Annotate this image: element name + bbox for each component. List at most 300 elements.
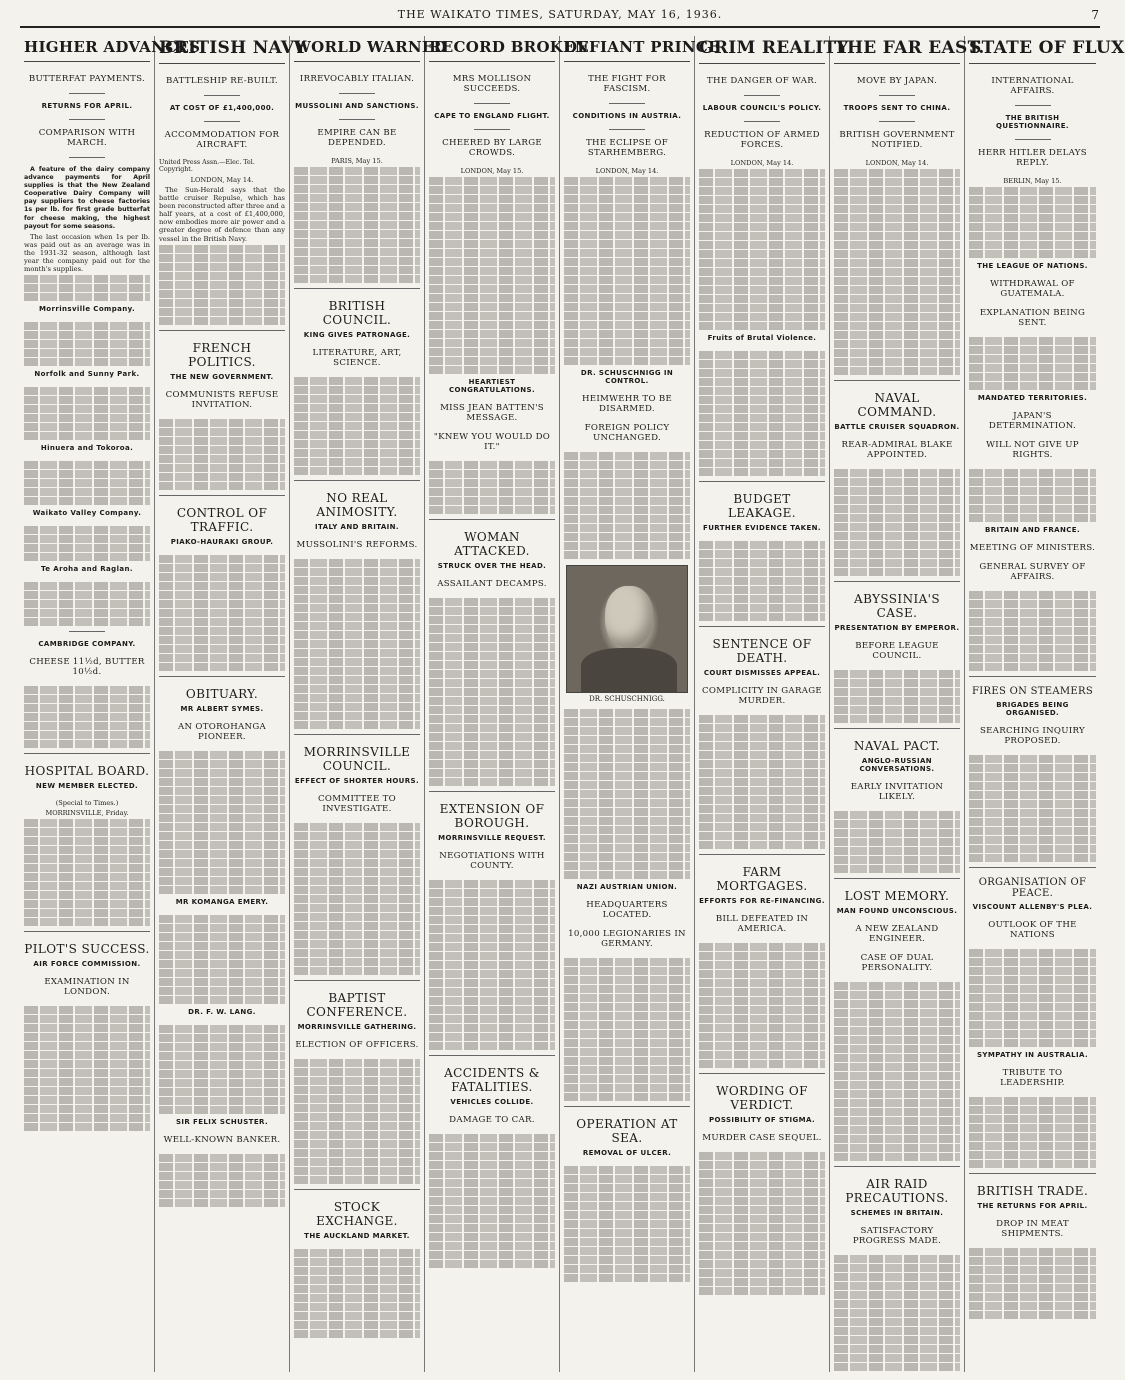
- subhead: SEARCHING INQUIRY PROPOSED.: [980, 726, 1085, 746]
- body-text-line: [429, 724, 555, 732]
- body-text-line: [429, 240, 555, 248]
- section-heading: HOSPITAL BOARD.: [24, 764, 150, 779]
- body-text-line: [429, 1206, 555, 1214]
- body-text-line: [699, 441, 825, 449]
- body-text-line: [564, 551, 690, 559]
- body-text-line: [834, 1126, 960, 1134]
- body-text-line: [24, 686, 150, 694]
- body-text-line: [159, 987, 285, 995]
- body-text-line: [429, 943, 555, 951]
- column-3: [290, 36, 447, 1372]
- body-text-line: [24, 358, 150, 366]
- body-text-line: [834, 1309, 960, 1317]
- subhead: AIR FORCE COMMISSION.: [33, 960, 141, 969]
- body-text-line: [969, 818, 1096, 826]
- rule: [834, 380, 960, 381]
- subhead: JAPAN'S DETERMINATION.: [988, 411, 1077, 431]
- body-text-line: [159, 272, 285, 280]
- body-text-line: [834, 670, 960, 678]
- body-text-line: [159, 915, 285, 923]
- body-text-line: [294, 275, 420, 283]
- body-text-line: [294, 694, 420, 702]
- subhead: CHEERED BY LARGE CROWDS.: [442, 138, 542, 158]
- body-text-line: [564, 240, 690, 248]
- body-text-line: [969, 609, 1096, 617]
- body-text-line: [564, 817, 690, 825]
- body-text-line: [834, 1336, 960, 1344]
- body-text-line: [969, 1275, 1096, 1283]
- body-text-line: [834, 295, 960, 303]
- body-text-line: [834, 697, 960, 705]
- body-text-line: [159, 951, 285, 959]
- body-text-line: [24, 828, 150, 836]
- section-heading: NAVAL COMMAND.: [857, 391, 937, 419]
- body-text-line: [699, 1242, 825, 1250]
- body-text-line: [294, 1249, 420, 1257]
- body-text-line: [699, 169, 825, 177]
- body-text-line: [834, 514, 960, 522]
- body-text-line: [834, 679, 960, 687]
- dateline: PARIS, May 15.: [331, 157, 383, 165]
- body-text-line: [429, 1024, 555, 1032]
- body-text-line: [969, 958, 1096, 966]
- body-text-line: [159, 933, 285, 941]
- body-text-line: [564, 1084, 690, 1092]
- body-text-line: [834, 1144, 960, 1152]
- subhead: VEHICLES COLLIDE.: [450, 1098, 534, 1106]
- subhead: COMMITTEE TO INVESTIGATE.: [318, 794, 396, 814]
- body-text-line: [429, 213, 555, 221]
- body-text-line: [699, 742, 825, 750]
- body-text-line: [24, 322, 150, 330]
- body-text-line: [834, 1036, 960, 1044]
- body-text-line: [564, 853, 690, 861]
- subhead: EFFECT OF SHORTER HOURS.: [294, 777, 420, 785]
- body-text-line: [294, 1068, 420, 1076]
- body-text-line: [429, 706, 555, 714]
- subhead: A NEW ZEALAND ENGINEER.: [855, 924, 939, 944]
- body-text-line: [159, 832, 285, 840]
- body-text-line: [159, 254, 285, 262]
- body-text-line: [834, 1054, 960, 1062]
- rule: [879, 121, 915, 122]
- body-text-line: [159, 245, 285, 253]
- body-text-line: [294, 958, 420, 966]
- body-text-line: [24, 1060, 150, 1068]
- subhead: TRIBUTE TO LEADERSHIP.: [1000, 1068, 1065, 1088]
- body-text-line: [564, 1175, 690, 1183]
- body-text-line: [699, 1269, 825, 1277]
- body-text-line: [429, 1033, 555, 1041]
- body-text-line: [294, 1095, 420, 1103]
- body-text-line: [699, 724, 825, 732]
- body-text-line: [564, 781, 690, 789]
- body-text-line: [834, 178, 960, 186]
- subhead: KING GIVES PATRONAGE.: [303, 331, 411, 339]
- body-text-line: [834, 550, 960, 558]
- body-text-line: [969, 214, 1096, 222]
- subhead: HEARTIEST CONGRATULATIONS.: [448, 378, 536, 394]
- body-text-line: [159, 591, 285, 599]
- body-text-line: [429, 204, 555, 212]
- subhead: ELECTION OF OFFICERS.: [295, 1040, 419, 1050]
- body-text-line: [429, 997, 555, 1005]
- body-text-line: [564, 294, 690, 302]
- body-text-line: [429, 907, 555, 915]
- body-text-line: [294, 167, 420, 175]
- body-text-line: [834, 991, 960, 999]
- body-text-line: [294, 221, 420, 229]
- body-text-line: [159, 263, 285, 271]
- subhead: FURTHER EVIDENCE TAKEN.: [703, 524, 821, 532]
- body-text-line: [699, 613, 825, 621]
- body-text-line: [834, 277, 960, 285]
- subhead: MRS MOLLISON SUCCEEDS.: [452, 74, 532, 94]
- subhead: MANDATED TERRITORIES.: [977, 394, 1088, 402]
- subhead: COMPLICITY IN GARAGE MURDER.: [702, 686, 822, 706]
- body-text-line: [294, 395, 420, 403]
- body-text-line: [294, 413, 420, 421]
- body-text-line: [969, 205, 1096, 213]
- body-text-line: [699, 468, 825, 476]
- body-text-line: [699, 423, 825, 431]
- body-text-line: [159, 1181, 285, 1189]
- body-text-line: [834, 1081, 960, 1089]
- body-text-line: [429, 679, 555, 687]
- body-text-line: [429, 1215, 555, 1223]
- body-text-line: [294, 721, 420, 729]
- body-text-line: [834, 1264, 960, 1272]
- body-text-line: [294, 886, 420, 894]
- body-text-line: [429, 916, 555, 924]
- body-text-line: [429, 1134, 555, 1142]
- rule: [429, 1055, 555, 1056]
- body-text-line: [429, 970, 555, 978]
- body-text-line: [969, 1293, 1096, 1301]
- body-text-line: [834, 1273, 960, 1281]
- body-text-line: [834, 1153, 960, 1161]
- body-text-line: [969, 223, 1096, 231]
- body-text-line: [564, 321, 690, 329]
- body-text-line: [699, 1188, 825, 1196]
- body-text-line: [564, 1265, 690, 1273]
- body-text-line: [834, 1027, 960, 1035]
- rule: [69, 157, 105, 158]
- body-text-line: [429, 312, 555, 320]
- body-text-line: [159, 636, 285, 644]
- body-text-line: [969, 591, 1096, 599]
- body-text-line: [24, 909, 150, 917]
- body-text-line: [159, 760, 285, 768]
- body-text-line: [834, 478, 960, 486]
- body-text-line: [294, 877, 420, 885]
- body-text-line: [429, 652, 555, 660]
- body-text-line: [24, 1114, 150, 1122]
- subhead: EXAMINATION IN LONDON.: [44, 977, 130, 998]
- body-text-line: [834, 304, 960, 312]
- body-text-line: [429, 366, 555, 374]
- body-text-line: [564, 763, 690, 771]
- body-text-line: [429, 661, 555, 669]
- rule: [24, 931, 150, 932]
- body-text-line: [969, 645, 1096, 653]
- body-text-line: [159, 555, 285, 563]
- body-text-line: [699, 805, 825, 813]
- body-text-line: [699, 733, 825, 741]
- body-text-line: [834, 469, 960, 477]
- paragraph: The Sun-Herald says that the battle cruiser Repulse, which has been reconstructed after three and a half years, at a cost of £1,400,000, now embodies more air power and a greater degree of defence than any vessel in the British Navy.: [159, 186, 285, 243]
- body-text-line: [294, 386, 420, 394]
- body-text-line: [564, 312, 690, 320]
- body-text-line: [429, 598, 555, 606]
- body-text-line: [24, 293, 150, 301]
- body-text-line: [24, 1024, 150, 1032]
- dateline: LONDON, May 14.: [190, 176, 254, 184]
- body-text-line: [159, 960, 285, 968]
- body-text-line: [834, 241, 960, 249]
- body-text-line: [159, 1172, 285, 1180]
- body-text-line: [159, 582, 285, 590]
- body-text-line: [24, 704, 150, 712]
- subhead: COMPARISON WITH MARCH.: [38, 128, 136, 148]
- subhead: COMMUNISTS REFUSE INVITATION.: [165, 389, 279, 410]
- body-text-line: [24, 1042, 150, 1050]
- subhead: MUSSOLINI'S REFORMS.: [296, 540, 418, 550]
- body-text-line: [159, 942, 285, 950]
- body-text-line: [24, 891, 150, 899]
- body-text-line: [834, 1291, 960, 1299]
- section-heading: NAVAL PACT.: [853, 739, 941, 753]
- body-text-line: [564, 1229, 690, 1237]
- body-text-line: [969, 1160, 1096, 1168]
- body-text-line: [159, 787, 285, 795]
- body-text-line: [24, 740, 150, 748]
- body-text-line: [294, 248, 420, 256]
- body-text-line: [159, 1106, 285, 1114]
- body-text-line: [969, 1257, 1096, 1265]
- body-text-line: [969, 627, 1096, 635]
- body-text-line: [699, 841, 825, 849]
- body-text-line: [969, 1003, 1096, 1011]
- subhead: BILL DEFEATED IN AMERICA.: [715, 914, 809, 934]
- body-text-line: [429, 934, 555, 942]
- body-text-line: [564, 709, 690, 717]
- headline-5: DEFIANT PRINCE: [564, 36, 690, 62]
- body-text-line: [834, 1045, 960, 1053]
- body-text-line: [429, 249, 555, 257]
- body-text-line: [24, 882, 150, 890]
- body-text-line: [969, 809, 1096, 817]
- body-text-line: [294, 613, 420, 621]
- body-text-line: [429, 1224, 555, 1232]
- body-text-line: [564, 835, 690, 843]
- body-text-line: [159, 1034, 285, 1042]
- body-text-line: [294, 239, 420, 247]
- body-text-line: [834, 1018, 960, 1026]
- body-text-line: [834, 1255, 960, 1263]
- subhead: DR. F. W. LANG.: [188, 1007, 256, 1016]
- body-text-line: [159, 814, 285, 822]
- body-text-line: [834, 1345, 960, 1353]
- body-text-line: [564, 1012, 690, 1020]
- section-heading: AIR RAID PRECAUTIONS.: [845, 1177, 949, 1205]
- body-text-line: [699, 814, 825, 822]
- body-text-line: [834, 568, 960, 576]
- body-text-line: [429, 889, 555, 897]
- body-text-line: [699, 1024, 825, 1032]
- body-text-line: [699, 1278, 825, 1286]
- body-text-line: [564, 515, 690, 523]
- body-text-line: [159, 1154, 285, 1162]
- body-text-line: [429, 222, 555, 230]
- body-text-line: [834, 1117, 960, 1125]
- body-text-line: [969, 1151, 1096, 1159]
- body-text-line: [294, 257, 420, 265]
- body-text-line: [429, 670, 555, 678]
- body-text-line: [969, 845, 1096, 853]
- subhead: THE ECLIPSE OF STARHEMBERG.: [585, 138, 669, 158]
- body-text-line: [564, 790, 690, 798]
- body-text-line: [429, 979, 555, 987]
- body-text-line: [699, 1287, 825, 1295]
- rule: [294, 480, 420, 481]
- dateline: LONDON, May 15.: [460, 167, 524, 175]
- subhead: EFFORTS FOR RE-FINANCING.: [699, 897, 825, 905]
- body-text-line: [564, 1220, 690, 1228]
- body-text-line: [429, 625, 555, 633]
- body-text-line: [834, 331, 960, 339]
- credit: United Press Assn.—Elec. Tel. Copyright.: [159, 159, 255, 173]
- subhead: LABOUR COUNCIL'S POLICY.: [702, 104, 822, 112]
- body-text-line: [24, 349, 150, 357]
- body-text-line: [24, 722, 150, 730]
- body-text-line: [429, 961, 555, 969]
- section-heading: ABYSSINIA'S CASE.: [854, 592, 940, 620]
- body-text-line: [699, 832, 825, 840]
- body-text-line: [834, 541, 960, 549]
- body-text-line: [429, 1143, 555, 1151]
- subhead: Te Aroha and Raglan.: [41, 565, 133, 574]
- body-text-line: [834, 1108, 960, 1116]
- body-text-line: [294, 931, 420, 939]
- body-text-line: [699, 360, 825, 368]
- body-text-line: [294, 1059, 420, 1067]
- body-text-line: [159, 1199, 285, 1207]
- body-text-line: [564, 1030, 690, 1038]
- photo-caption: DR. SCHUSCHNIGG.: [589, 695, 665, 703]
- body-text-line: [159, 299, 285, 307]
- body-text-line: [834, 532, 960, 540]
- body-text-line: [564, 285, 690, 293]
- body-text-line: [969, 241, 1096, 249]
- body-text-line: [564, 348, 690, 356]
- rule: [474, 103, 510, 104]
- body-text-line: [699, 1060, 825, 1068]
- subhead: NAZI AUSTRIAN UNION.: [576, 883, 678, 891]
- body-text-line: [159, 1163, 285, 1171]
- body-text-line: [834, 340, 960, 348]
- subhead: ITALY AND BRITAIN.: [315, 523, 399, 531]
- body-text-line: [24, 618, 150, 626]
- body-text-line: [429, 688, 555, 696]
- subhead: THE NEW GOVERNMENT.: [170, 372, 274, 381]
- body-text-line: [294, 859, 420, 867]
- headline-7: THE FAR EAST.: [834, 36, 960, 64]
- rule: [294, 288, 420, 289]
- body-text-line: [834, 1300, 960, 1308]
- body-text-line: [429, 1179, 555, 1187]
- body-text-line: [564, 1256, 690, 1264]
- subhead: INTERNATIONAL AFFAIRS.: [991, 76, 1074, 96]
- body-text-line: [564, 808, 690, 816]
- subhead: STRUCK OVER THE HEAD.: [437, 562, 547, 570]
- body-text-line: [969, 1039, 1096, 1047]
- subhead: BUTTERFAT PAYMENTS.: [28, 74, 146, 84]
- body-text-line: [564, 976, 690, 984]
- rule: [339, 93, 375, 94]
- column-6: [695, 36, 849, 1372]
- subhead: PRESENTATION BY EMPEROR.: [834, 624, 960, 632]
- body-text-line: [24, 488, 150, 496]
- body-text-line: [24, 609, 150, 617]
- body-text-line: [24, 1069, 150, 1077]
- body-text-line: [564, 754, 690, 762]
- section-heading: FIRES ON STEAMERS: [972, 686, 1093, 697]
- rule: [159, 330, 285, 331]
- body-text-line: [294, 595, 420, 603]
- section-heading: BRITISH TRADE.: [976, 1184, 1089, 1198]
- body-text-line: [429, 880, 555, 888]
- body-text-line: [969, 1115, 1096, 1123]
- body-text-line: [159, 290, 285, 298]
- body-text-line: [564, 994, 690, 1002]
- subhead: Hinuera and Tokoroa.: [40, 444, 134, 453]
- section-heading: SENTENCE OF DEATH.: [712, 637, 812, 665]
- body-text-line: [24, 837, 150, 845]
- body-text-line: [564, 1021, 690, 1029]
- body-text-line: [24, 819, 150, 827]
- body-text-line: [564, 727, 690, 735]
- body-text-line: [969, 654, 1096, 662]
- body-text-line: [834, 688, 960, 696]
- rule: [429, 519, 555, 520]
- body-text-line: [699, 387, 825, 395]
- body-text-line: [294, 440, 420, 448]
- body-text-line: [564, 1211, 690, 1219]
- body-text-line: [294, 832, 420, 840]
- body-text-line: [429, 751, 555, 759]
- body-text-line: [24, 331, 150, 339]
- body-text-line: [969, 755, 1096, 763]
- body-text-line: [429, 616, 555, 624]
- body-text-line: [699, 304, 825, 312]
- subhead: NEGOTIATIONS WITH COUNTY.: [439, 851, 545, 871]
- body-text-line: [969, 1142, 1096, 1150]
- body-text-line: [294, 212, 420, 220]
- body-text-line: [969, 469, 1096, 477]
- body-text-line: [294, 1176, 420, 1184]
- body-text-line: [294, 712, 420, 720]
- section-heading: OPERATION AT SEA.: [576, 1117, 678, 1145]
- body-text-line: [24, 414, 150, 422]
- body-text-line: [294, 449, 420, 457]
- rule: [744, 121, 780, 122]
- body-text-line: [564, 249, 690, 257]
- body-text-line: [969, 1311, 1096, 1319]
- body-text-line: [564, 745, 690, 753]
- column-8: [965, 36, 1125, 1372]
- body-text-line: [564, 844, 690, 852]
